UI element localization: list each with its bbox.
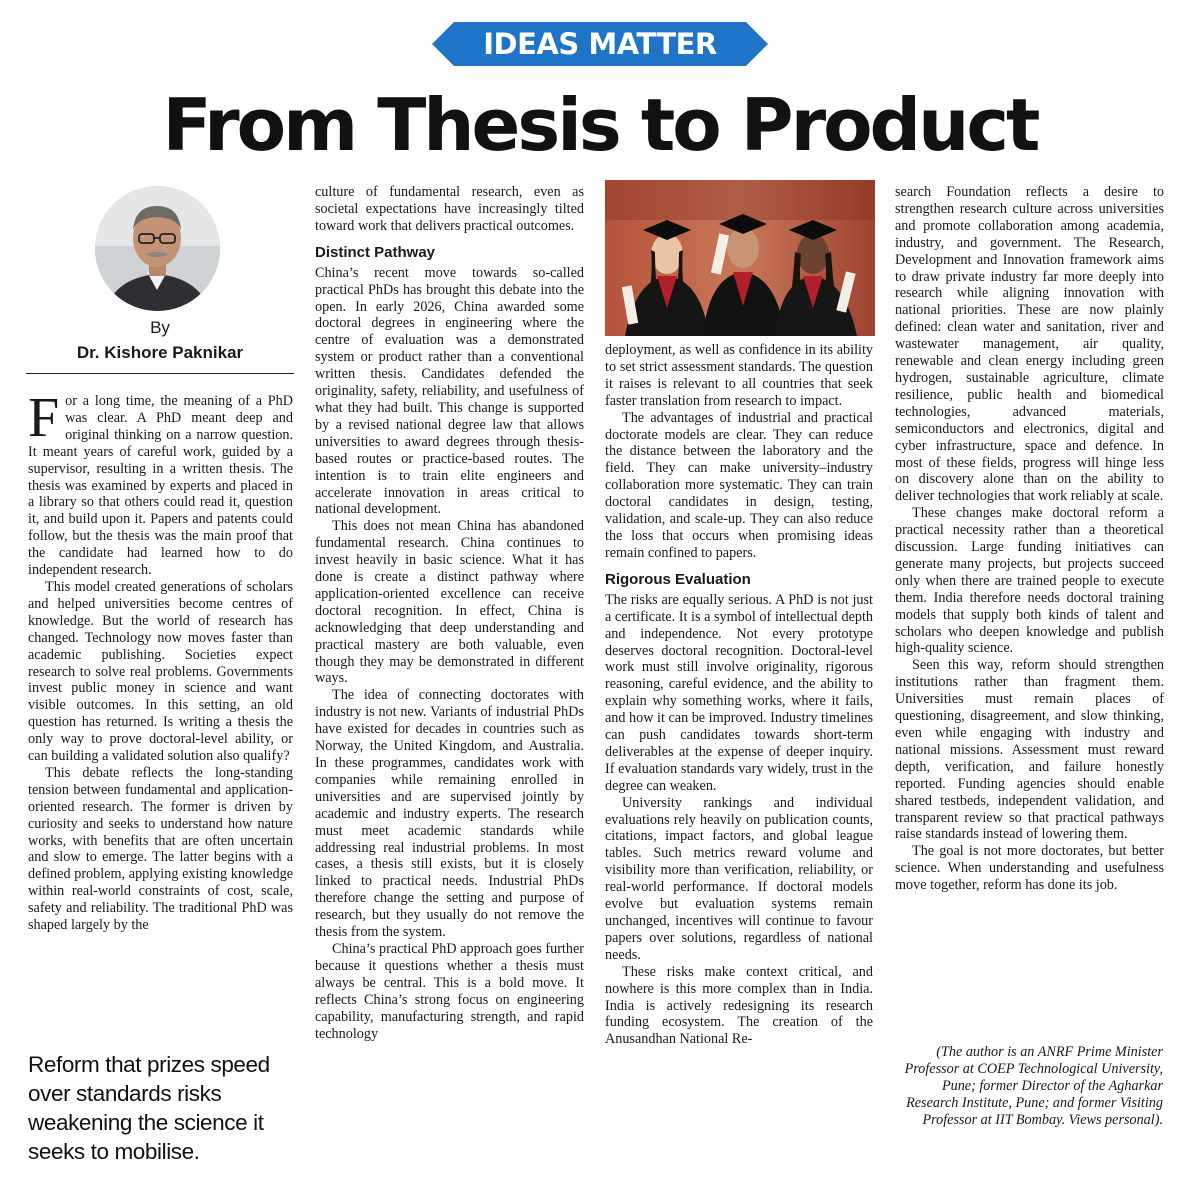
article-paragraph: These changes make doctoral reform a practical necessity rather than a theoretical discussion. Large funding initiatives can generate many projects, but projects succeed only when there are trained people to execute them. India therefore needs doctoral training models that supply both kinds of talent and scholars who deepen knowledge and publish high-quality science. — [895, 505, 1164, 657]
graduates-photo — [605, 180, 875, 336]
article-paragraph: The risks are equally serious. A PhD is not just a certificate. It is a symbol of intellectual depth and independence. Not every prototype deserves doctoral recognition. Doctoral-level work must still involve originality, rigorous reasoning, careful evidence, and the ability to explain why something works, where it fails, and how it can be improved. Industry timelines can push candidates towards short-term deliverables at the expense of deeper inquiry. If evaluation standards vary widely, trust in the degree can weaken. — [605, 591, 873, 794]
article-paragraph: University rankings and individual evaluations rely heavily on publication counts, citations, impact factors, and global league tables. Such metrics reward volume and visibility more than verification, reliability, or real-world performance. If doctoral models evolve but evaluation systems remain unchanged, incentives will continue to favour papers over solutions, regardless of national needs. — [605, 794, 873, 963]
article-column-2 — [315, 184, 584, 1042]
article-paragraph: This debate reflects the long-standing tension between fundamental and application-oriented research. The former is driven by curiosity and seeks to understand how nature works, with benefits that are often uncertain and slow to emerge. The latter begins with a defined problem, applying existing knowledge within real-world constraints of cost, scale, safety and reliability. The traditional PhD was shaped largely by the — [28, 764, 293, 934]
author-name: Dr. Kishore Paknikar — [76, 343, 244, 362]
article-column-1 — [28, 387, 293, 934]
drop-cap: F — [28, 387, 60, 449]
article-paragraph: search Foundation reflects a desire to strengthen research culture across universities and promote collaboration among academia, industry, and government. The Research, Development and Innovation framework aims to draw private industry far more deeply into research while aligning innovation with national priorities. These are now plainly defined: clean water and sanitation, river and wastewater management, air quality, renewable and clean energy including green hydrogen, sustainable agriculture, climate resilience, public health and biomedical technologies, advanced materials, semiconductors and electronics, digital and cyber infrastructure, space and defence. In most of these fields, progress will hinge less on discovery alone than on the ability to deliver technologies that work reliably at scale. — [895, 184, 1164, 505]
banner-label: IDEAS MATTER — [483, 27, 717, 61]
article-paragraph: These risks make context critical, and nowhere is this more complex than in India. India is actively redesigning its research funding ecosystem. The creation of the Anusandhan National Re- — [605, 963, 873, 1048]
article-paragraph: For a long time, the meaning of a PhD was clear. A PhD meant deep and original thinking on a narrow question. It meant years of careful work, guided by a supervisor, resulting in a written thesis. The thesis was examined by experts and placed in a library so that others could read it, question it, and build upon it. Papers and patents could follow, but the thesis was the main proof that the candidate had learned how to do independent research. — [28, 387, 293, 579]
article-column-4 — [895, 184, 1164, 894]
headline: From Thesis to Product — [162, 83, 1038, 167]
article-paragraph: Seen this way, reform should strengthen institutions rather than fragment them. Universities must remain places of questioning, disagreement, and slow thinking, even while engaging with industry and national missions. Assessment must reward depth, verification, and failure honestly reported. Funding agencies should enable shared testbeds, independent validation, and transparent review so that practical pathways raise standards instead of lowering them. — [895, 657, 1164, 843]
article-paragraph: China’s recent move towards so-called practical PhDs has brought this debate into the open. In early 2026, China awarded some doctoral degrees in engineering where the centre of evaluation was a demonstrated system or product rather than a conventional written thesis. Candidates defended the originality, safety, reliability, and usefulness of what they had built. This change is supported by a revised national degree law that allows universities to award degrees through thesis-based routes or practice-based routes. The intention is to train elite engineers and accelerate innovation in areas critical to national development. — [315, 264, 584, 518]
article-paragraph: deployment, as well as confidence in its ability to set strict assessment standards. The question it raises is relevant to all countries that seek faster translation from research to impact. — [605, 342, 873, 409]
subhead-distinct-pathway: Distinct Pathway — [315, 243, 436, 261]
author-bio: (The author is an ANRF Prime Minister Professor at COEP Technological University, Pune; former Director of the Agharkar Research Institute, Pune; and former Visiting Professor at IIT Bombay. Views personal). — [904, 1044, 1163, 1128]
byline-by: By — [150, 318, 170, 337]
article-paragraph: This does not mean China has abandoned fundamental research. China continues to invest heavily in basic science. What it has done is create a distinct pathway where application-oriented excellence can receive doctoral recognition. In effect, China is acknowledging that deep understanding and practical mastery are both valuable, even though they may be demonstrated in different ways. — [315, 518, 584, 687]
article-paragraph: China’s practical PhD approach goes further because it questions whether a thesis must always be central. This is a bold move. It reflects China’s strong focus on engineering capability, manufacturing strength, and rapid technology — [315, 940, 584, 1042]
author-portrait — [95, 186, 220, 311]
article-paragraph: This model created generations of scholars and helped universities become centres of knowledge. But the world of research has changed. Technology now moves faster than academic publishing. Societies expect research to solve real problems. Governments invest public money in science and want visible outcomes. In this setting, an old question has returned. Is writing a thesis the only way to prove doctoral-level ability, or can building a validated solution also qualify? — [28, 578, 293, 765]
subhead-rigorous-evaluation: Rigorous Evaluation — [605, 570, 751, 588]
section-banner — [432, 22, 768, 66]
article-paragraph: The advantages of industrial and practical doctorate models are clear. They can reduce the distance between the laboratory and the field. They can make university–industry collaboration more systematic. They can train doctoral candidates in design, testing, validation, and scale-up. They can also reduce the loss that occurs when promising ideas remain confined to papers. — [605, 409, 873, 561]
pull-quote: Reform that prizes speed over standards risks weakening the science it seeks to mobilise. — [28, 1052, 270, 1164]
article-paragraph: The goal is not more doctorates, but better science. When understanding and usefulness move together, reform has done its job. — [895, 843, 1164, 894]
article-paragraph: culture of fundamental research, even as societal expectations have increasingly tilted toward work that delivers practical outcomes. — [315, 184, 584, 234]
article-paragraph: The idea of connecting doctorates with industry is not new. Variants of industrial PhDs have existed for decades in countries such as Norway, the United Kingdom, and Australia. In these programmes, candidates work with companies while remaining enrolled in universities and are supervised jointly by academic and industry experts. The research must meet academic standards while addressing real industrial problems. In most cases, a thesis still exists, but it is closely linked to practical needs. Industrial PhDs therefore change the setting and purpose of research, but they usually do not remove the thesis from the system. — [315, 687, 584, 941]
article-column-3 — [605, 342, 873, 1048]
byline-divider — [26, 373, 294, 374]
